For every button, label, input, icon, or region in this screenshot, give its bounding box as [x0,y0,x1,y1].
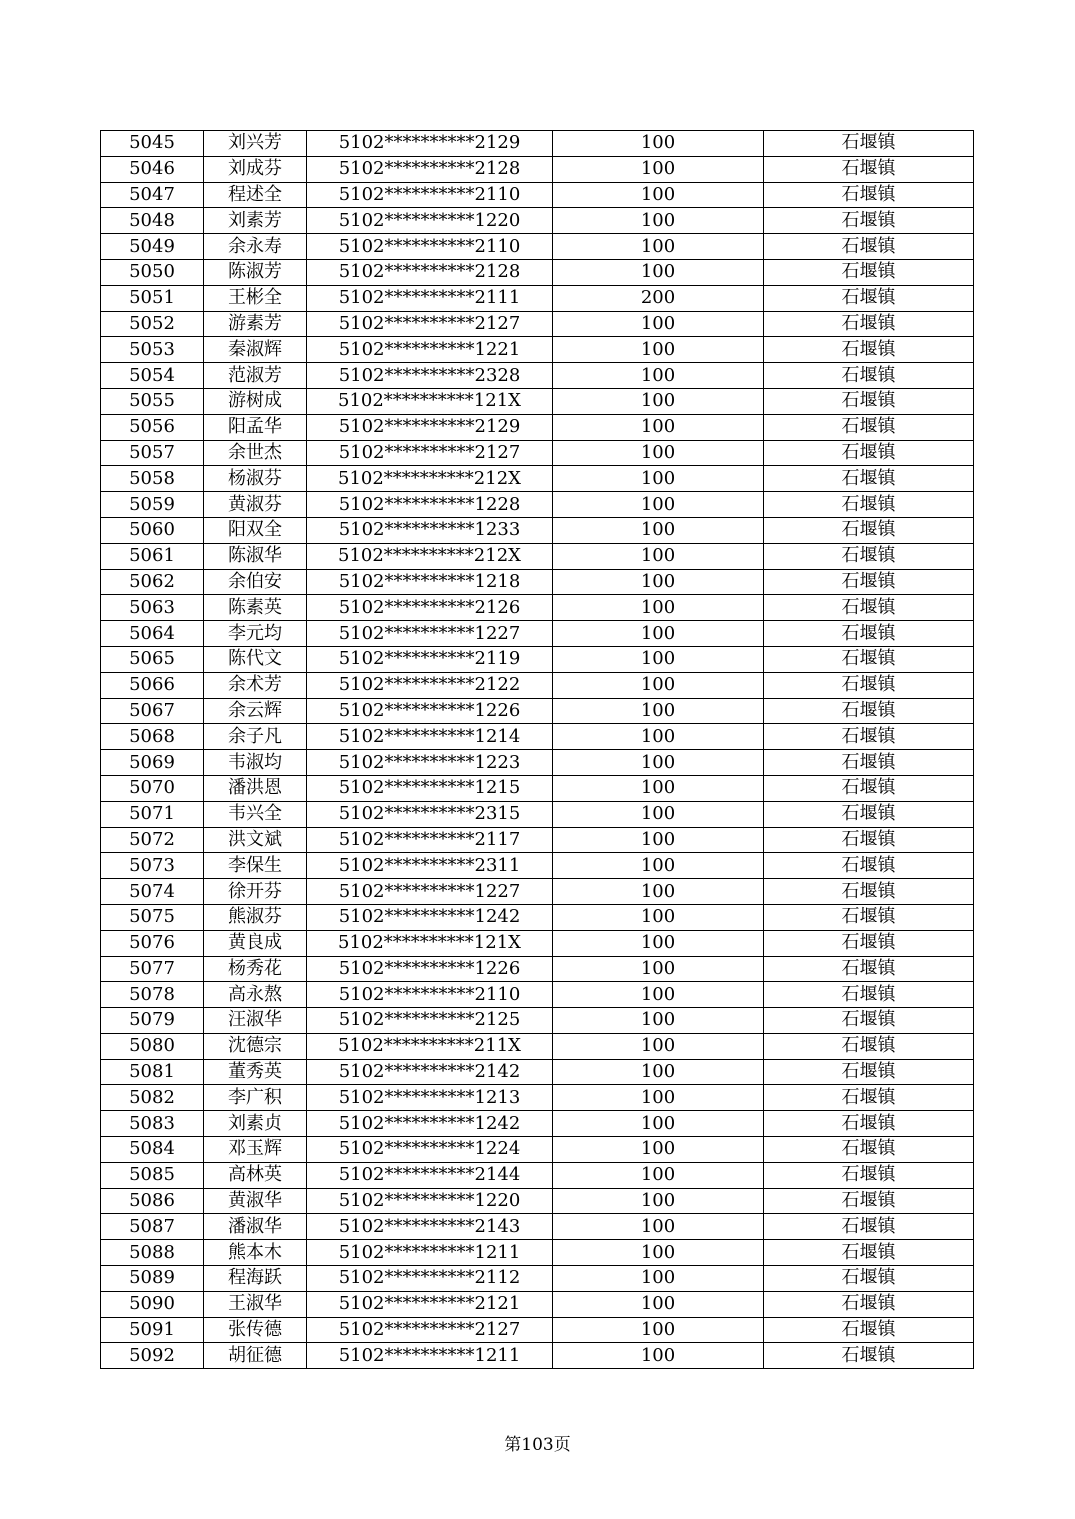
table-row [101,930,974,956]
name-cell: 张传德 [204,1317,307,1343]
name-cell: 李保生 [204,853,307,879]
id-number-cell: 5102**********1213 [307,1085,553,1111]
name-cell: 范淑芳 [204,363,307,389]
row-number-cell: 5079 [101,1008,204,1034]
table-row [101,1266,974,1292]
amount-cell: 100 [553,853,764,879]
town-cell: 石堰镇 [764,234,974,260]
table-row [101,388,974,414]
row-number-cell: 5055 [101,388,204,414]
row-number-cell: 5072 [101,827,204,853]
id-number-cell: 5102**********2142 [307,1059,553,1085]
town-cell: 石堰镇 [764,698,974,724]
amount-cell: 100 [553,311,764,337]
row-number-cell: 5075 [101,904,204,930]
row-number-cell: 5049 [101,234,204,260]
table-row [101,1291,974,1317]
row-number-cell: 5058 [101,466,204,492]
table-row [101,492,974,518]
amount-cell: 100 [553,982,764,1008]
town-cell: 石堰镇 [764,724,974,750]
table-row [101,1137,974,1163]
amount-cell: 100 [553,492,764,518]
town-cell: 石堰镇 [764,801,974,827]
id-number-cell: 5102**********212X [307,466,553,492]
table-row [101,337,974,363]
amount-cell: 100 [553,466,764,492]
id-number-cell: 5102**********1228 [307,492,553,518]
table-row [101,466,974,492]
id-number-cell: 5102**********1211 [307,1343,553,1369]
amount-cell: 100 [553,1085,764,1111]
name-cell: 王淑华 [204,1291,307,1317]
table-row [101,311,974,337]
amount-cell: 100 [553,517,764,543]
row-number-cell: 5090 [101,1291,204,1317]
row-number-cell: 5067 [101,698,204,724]
table-row [101,440,974,466]
row-number-cell: 5062 [101,569,204,595]
id-number-cell: 5102**********1226 [307,698,553,724]
town-cell: 石堰镇 [764,1343,974,1369]
amount-cell: 100 [553,904,764,930]
town-cell: 石堰镇 [764,337,974,363]
id-number-cell: 5102**********1242 [307,904,553,930]
amount-cell: 100 [553,1240,764,1266]
row-number-cell: 5050 [101,259,204,285]
name-cell: 阳双全 [204,517,307,543]
town-cell: 石堰镇 [764,750,974,776]
id-number-cell: 5102**********2315 [307,801,553,827]
id-number-cell: 5102**********2127 [307,311,553,337]
amount-cell: 200 [553,285,764,311]
row-number-cell: 5066 [101,672,204,698]
amount-cell: 100 [553,698,764,724]
id-number-cell: 5102**********2121 [307,1291,553,1317]
town-cell: 石堰镇 [764,1059,974,1085]
name-cell: 刘素贞 [204,1111,307,1137]
amount-cell: 100 [553,234,764,260]
town-cell: 石堰镇 [764,1188,974,1214]
amount-cell: 100 [553,595,764,621]
row-number-cell: 5088 [101,1240,204,1266]
id-number-cell: 5102**********121X [307,930,553,956]
row-number-cell: 5045 [101,131,204,157]
id-number-cell: 5102**********2126 [307,595,553,621]
id-number-cell: 5102**********2111 [307,285,553,311]
name-cell: 沈德宗 [204,1033,307,1059]
id-number-cell: 5102**********2110 [307,982,553,1008]
town-cell: 石堰镇 [764,595,974,621]
table-row [101,1162,974,1188]
amount-cell: 100 [553,337,764,363]
table-row [101,363,974,389]
id-number-cell: 5102**********2125 [307,1008,553,1034]
row-number-cell: 5068 [101,724,204,750]
town-cell: 石堰镇 [764,1317,974,1343]
town-cell: 石堰镇 [764,1085,974,1111]
name-cell: 王彬全 [204,285,307,311]
amount-cell: 100 [553,388,764,414]
row-number-cell: 5073 [101,853,204,879]
id-number-cell: 5102**********2311 [307,853,553,879]
name-cell: 韦兴全 [204,801,307,827]
town-cell: 石堰镇 [764,1240,974,1266]
page-number: 第103页 [504,1435,571,1455]
row-number-cell: 5059 [101,492,204,518]
id-number-cell: 5102**********1211 [307,1240,553,1266]
amount-cell: 100 [553,1111,764,1137]
id-number-cell: 5102**********1220 [307,208,553,234]
row-number-cell: 5074 [101,879,204,905]
name-cell: 余云辉 [204,698,307,724]
name-cell: 高林英 [204,1162,307,1188]
id-number-cell: 5102**********2144 [307,1162,553,1188]
row-number-cell: 5080 [101,1033,204,1059]
table-row [101,672,974,698]
amount-cell: 100 [553,621,764,647]
town-cell: 石堰镇 [764,982,974,1008]
amount-cell: 100 [553,646,764,672]
town-cell: 石堰镇 [764,466,974,492]
amount-cell: 100 [553,801,764,827]
amount-cell: 100 [553,1059,764,1085]
row-number-cell: 5070 [101,775,204,801]
amount-cell: 100 [553,363,764,389]
row-number-cell: 5071 [101,801,204,827]
town-cell: 石堰镇 [764,363,974,389]
table-row [101,750,974,776]
table-row [101,414,974,440]
id-number-cell: 5102**********121X [307,388,553,414]
town-cell: 石堰镇 [764,440,974,466]
amount-cell: 100 [553,1137,764,1163]
table-row [101,724,974,750]
row-number-cell: 5089 [101,1266,204,1292]
row-number-cell: 5077 [101,956,204,982]
row-number-cell: 5051 [101,285,204,311]
name-cell: 潘洪恩 [204,775,307,801]
row-number-cell: 5081 [101,1059,204,1085]
table-row [101,1317,974,1343]
town-cell: 石堰镇 [764,285,974,311]
table-row [101,982,974,1008]
town-cell: 石堰镇 [764,1214,974,1240]
row-number-cell: 5065 [101,646,204,672]
row-number-cell: 5078 [101,982,204,1008]
name-cell: 杨秀花 [204,956,307,982]
id-number-cell: 5102**********2127 [307,1317,553,1343]
table-row [101,698,974,724]
name-cell: 刘兴芳 [204,131,307,157]
amount-cell: 100 [553,182,764,208]
id-number-cell: 5102**********1221 [307,337,553,363]
row-number-cell: 5061 [101,543,204,569]
name-cell: 刘素芳 [204,208,307,234]
table-row [101,646,974,672]
table-row [101,827,974,853]
amount-cell: 100 [553,1008,764,1034]
name-cell: 韦淑均 [204,750,307,776]
town-cell: 石堰镇 [764,131,974,157]
id-number-cell: 5102**********1224 [307,1137,553,1163]
row-number-cell: 5084 [101,1137,204,1163]
id-number-cell: 5102**********2129 [307,131,553,157]
town-cell: 石堰镇 [764,414,974,440]
amount-cell: 100 [553,543,764,569]
name-cell: 董秀英 [204,1059,307,1085]
town-cell: 石堰镇 [764,1162,974,1188]
row-number-cell: 5063 [101,595,204,621]
name-cell: 黄淑芬 [204,492,307,518]
id-number-cell: 5102**********1227 [307,879,553,905]
amount-cell: 100 [553,1188,764,1214]
name-cell: 陈淑芳 [204,259,307,285]
table-row [101,904,974,930]
amount-cell: 100 [553,208,764,234]
name-cell: 余伯安 [204,569,307,595]
town-cell: 石堰镇 [764,1266,974,1292]
id-number-cell: 5102**********2143 [307,1214,553,1240]
town-cell: 石堰镇 [764,388,974,414]
id-number-cell: 5102**********1233 [307,517,553,543]
id-number-cell: 5102**********2128 [307,259,553,285]
id-number-cell: 5102**********1214 [307,724,553,750]
row-number-cell: 5087 [101,1214,204,1240]
amount-cell: 100 [553,1291,764,1317]
id-number-cell: 5102**********2129 [307,414,553,440]
amount-cell: 100 [553,1266,764,1292]
name-cell: 熊淑芬 [204,904,307,930]
row-number-cell: 5046 [101,156,204,182]
name-cell: 李广积 [204,1085,307,1111]
amount-cell: 100 [553,259,764,285]
amount-cell: 100 [553,775,764,801]
table-row [101,156,974,182]
name-cell: 胡征德 [204,1343,307,1369]
id-number-cell: 5102**********2328 [307,363,553,389]
amount-cell: 100 [553,956,764,982]
amount-cell: 100 [553,156,764,182]
town-cell: 石堰镇 [764,156,974,182]
table-row [101,569,974,595]
row-number-cell: 5047 [101,182,204,208]
id-number-cell: 5102**********2119 [307,646,553,672]
name-cell: 游树成 [204,388,307,414]
row-number-cell: 5082 [101,1085,204,1111]
row-number-cell: 5053 [101,337,204,363]
name-cell: 邓玉辉 [204,1137,307,1163]
table-row [101,1033,974,1059]
id-number-cell: 5102**********1218 [307,569,553,595]
row-number-cell: 5086 [101,1188,204,1214]
table-row [101,1111,974,1137]
table-row [101,595,974,621]
id-number-cell: 5102**********2110 [307,234,553,260]
amount-cell: 100 [553,827,764,853]
row-number-cell: 5083 [101,1111,204,1137]
id-number-cell: 5102**********2128 [307,156,553,182]
name-cell: 余子凡 [204,724,307,750]
town-cell: 石堰镇 [764,311,974,337]
row-number-cell: 5048 [101,208,204,234]
table-row [101,131,974,157]
amount-cell: 100 [553,414,764,440]
name-cell: 刘成芬 [204,156,307,182]
data-table [100,130,974,1369]
row-number-cell: 5092 [101,1343,204,1369]
amount-cell: 100 [553,1343,764,1369]
table-row [101,543,974,569]
town-cell: 石堰镇 [764,775,974,801]
id-number-cell: 5102**********212X [307,543,553,569]
town-cell: 石堰镇 [764,646,974,672]
name-cell: 程海跃 [204,1266,307,1292]
table-row [101,879,974,905]
id-number-cell: 5102**********1215 [307,775,553,801]
amount-cell: 100 [553,750,764,776]
name-cell: 余术芳 [204,672,307,698]
table-row [101,956,974,982]
town-cell: 石堰镇 [764,853,974,879]
row-number-cell: 5064 [101,621,204,647]
town-cell: 石堰镇 [764,1291,974,1317]
town-cell: 石堰镇 [764,1033,974,1059]
town-cell: 石堰镇 [764,956,974,982]
id-number-cell: 5102**********2110 [307,182,553,208]
table-row [101,208,974,234]
name-cell: 徐开芬 [204,879,307,905]
table-row [101,1085,974,1111]
town-cell: 石堰镇 [764,517,974,543]
table-body [101,131,974,1369]
id-number-cell: 5102**********1242 [307,1111,553,1137]
name-cell: 熊本木 [204,1240,307,1266]
row-number-cell: 5052 [101,311,204,337]
amount-cell: 100 [553,672,764,698]
row-number-cell: 5069 [101,750,204,776]
town-cell: 石堰镇 [764,569,974,595]
amount-cell: 100 [553,1033,764,1059]
id-number-cell: 5102**********1226 [307,956,553,982]
town-cell: 石堰镇 [764,1137,974,1163]
table-row [101,1343,974,1369]
name-cell: 余永寿 [204,234,307,260]
id-number-cell: 5102**********1227 [307,621,553,647]
amount-cell: 100 [553,440,764,466]
town-cell: 石堰镇 [764,1008,974,1034]
town-cell: 石堰镇 [764,259,974,285]
row-number-cell: 5060 [101,517,204,543]
table-row [101,1214,974,1240]
table-row [101,801,974,827]
town-cell: 石堰镇 [764,543,974,569]
town-cell: 石堰镇 [764,492,974,518]
amount-cell: 100 [553,724,764,750]
id-number-cell: 5102**********2127 [307,440,553,466]
row-number-cell: 5091 [101,1317,204,1343]
town-cell: 石堰镇 [764,208,974,234]
id-number-cell: 5102**********2117 [307,827,553,853]
table-row [101,234,974,260]
table-row [101,1240,974,1266]
table-row [101,1008,974,1034]
table-row [101,853,974,879]
id-number-cell: 5102**********2122 [307,672,553,698]
town-cell: 石堰镇 [764,930,974,956]
name-cell: 陈代文 [204,646,307,672]
table-row [101,259,974,285]
town-cell: 石堰镇 [764,672,974,698]
name-cell: 黄良成 [204,930,307,956]
name-cell: 余世杰 [204,440,307,466]
amount-cell: 100 [553,1214,764,1240]
table-row [101,621,974,647]
name-cell: 陈淑华 [204,543,307,569]
id-number-cell: 5102**********1220 [307,1188,553,1214]
row-number-cell: 5057 [101,440,204,466]
town-cell: 石堰镇 [764,879,974,905]
table-row [101,182,974,208]
amount-cell: 100 [553,569,764,595]
amount-cell: 100 [553,879,764,905]
row-number-cell: 5085 [101,1162,204,1188]
town-cell: 石堰镇 [764,621,974,647]
name-cell: 潘淑华 [204,1214,307,1240]
town-cell: 石堰镇 [764,182,974,208]
table-row [101,517,974,543]
town-cell: 石堰镇 [764,1111,974,1137]
row-number-cell: 5076 [101,930,204,956]
id-number-cell: 5102**********1223 [307,750,553,776]
name-cell: 阳孟华 [204,414,307,440]
id-number-cell: 5102**********2112 [307,1266,553,1292]
name-cell: 黄淑华 [204,1188,307,1214]
name-cell: 游素芳 [204,311,307,337]
table-row [101,775,974,801]
amount-cell: 100 [553,1162,764,1188]
amount-cell: 100 [553,131,764,157]
name-cell: 秦淑辉 [204,337,307,363]
name-cell: 汪淑华 [204,1008,307,1034]
table-row [101,1188,974,1214]
id-number-cell: 5102**********211X [307,1033,553,1059]
name-cell: 李元均 [204,621,307,647]
table-row [101,285,974,311]
row-number-cell: 5056 [101,414,204,440]
name-cell: 洪文斌 [204,827,307,853]
name-cell: 杨淑芬 [204,466,307,492]
row-number-cell: 5054 [101,363,204,389]
amount-cell: 100 [553,930,764,956]
town-cell: 石堰镇 [764,827,974,853]
name-cell: 陈素英 [204,595,307,621]
name-cell: 高永熬 [204,982,307,1008]
name-cell: 程述全 [204,182,307,208]
town-cell: 石堰镇 [764,904,974,930]
amount-cell: 100 [553,1317,764,1343]
table-row [101,1059,974,1085]
